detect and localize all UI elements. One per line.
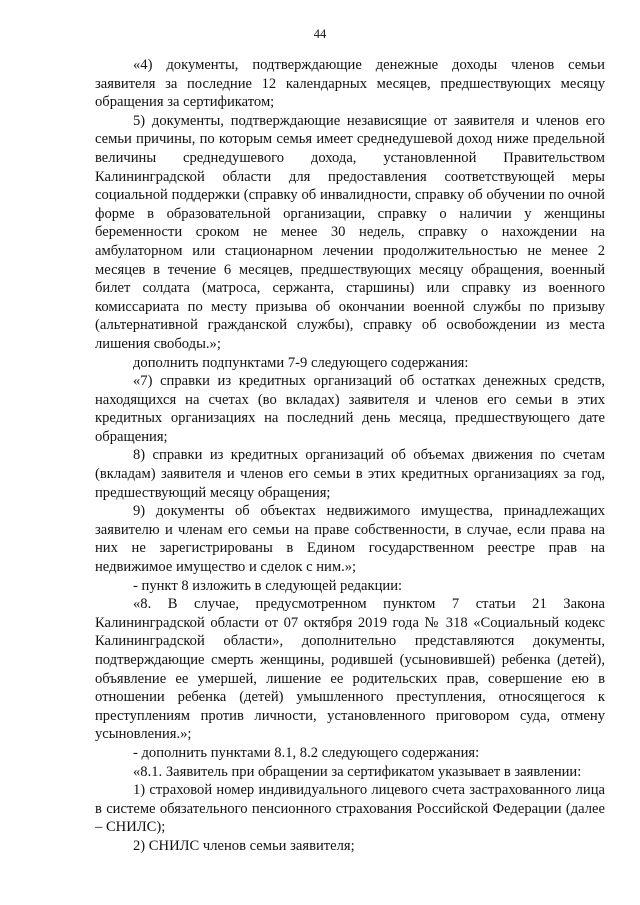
- paragraph-amend-8-1-8-2: - дополнить пунктами 8.1, 8.2 следующего содержания:: [133, 744, 480, 761]
- paragraph-item-8: 8) справки из кредитных организаций об объемах движения по счетам (вкладам) заявителя и членов его семьи в этих кредитных организациях за год, предшествующий месяцу обращения;: [95, 447, 605, 501]
- paragraph-item-7: «7) справки из кредитных организаций об остатках денежных средств, находящихся на счетах (во вкладах) заявителя и членов его семьи в этих кредитных организациях на последний день месяца, предшествующего дате обращения;: [95, 373, 605, 445]
- paragraph-amend-7-9: дополнить подпунктами 7-9 следующего содержания:: [133, 354, 469, 371]
- paragraph-subitem-1: 1) страховой номер индивидуального лицевого счета застрахованного лица в системе обязательного пенсионного страхования Российской Федерации (далее – СНИЛС);: [95, 782, 605, 836]
- paragraph-item-5: 5) документы, подтверждающие независящие от заявителя и членов его семьи причины, по которым семья имеет среднедушевой доход ниже предельной величины среднедушевого дохода, установленной Правительством Калининградской области для предоставления соответствующей меры социальной поддержки (справку об инвалидности, справку об обучении по очной форме в образовательной организации, справку о наличии у женщины беременности сроком не менее 30 недель, справку о нахождении на амбулаторном или стационарном лечении продолжительностью не менее 2 месяцев в течение 6 месяцев, предшествующих месяцу обращения, военный билет солдата (матроса, сержанта, старшины) или справку из военного комиссариата по месту призыва об окончании военной службы по призыву (альтернативной гражданской службы), справку об освобождении из места лишения свободы.»;: [95, 112, 605, 352]
- paragraph-item-9: 9) документы об объектах недвижимого имущества, принадлежащих заявителю и членам его семьи на праве собственности, в случае, если права на них не зарегистрированы в Едином государственном реестре прав на недвижимое имущество и сделок с ним.»;: [95, 503, 605, 576]
- paragraph-point-8: «8. В случае, предусмотренном пунктом 7 статьи 21 Закона Калининградской области от 07 октября 2019 года № 318 «Социальный кодекс Калининградской области», дополнительно представляются документы, подтверждающие смерть женщины, родившей (усыновившей) ребенка (детей), объявление ее умершей, лишение ее родительских прав, совершение ею в отношении ребенка (детей) умышленного преступления, относящегося к преступлениям против личности, установленного приговором суда, отмену усыновления.»;: [95, 596, 605, 743]
- paragraph-item-4: «4) документы, подтверждающие денежные доходы членов семьи заявителя за последние 12 календарных месяцев, предшествующих месяцу обращения за сертификатом;: [95, 57, 605, 111]
- document-body: [95, 56, 605, 856]
- paragraph-subitem-2: 2) СНИЛС членов семьи заявителя;: [133, 837, 355, 854]
- paragraph-point-8-1: «8.1. Заявитель при обращении за сертификатом указывает в заявлении:: [133, 763, 582, 780]
- page-number: 44: [313, 27, 327, 41]
- paragraph-amend-point-8: - пункт 8 изложить в следующей редакции:: [133, 577, 403, 594]
